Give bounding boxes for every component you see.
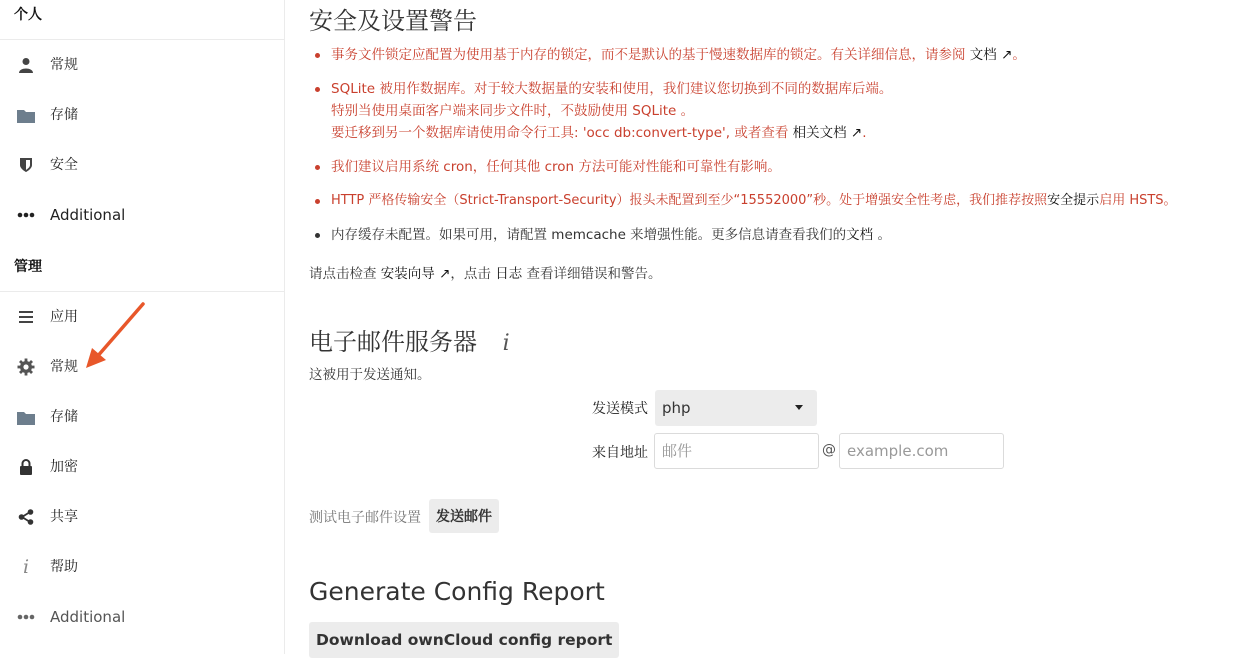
- sidebar-item-label: 常规: [50, 57, 78, 73]
- sidebar-item-label: 加密: [50, 459, 78, 475]
- from-address-label: 来自地址: [592, 445, 648, 461]
- settings-sidebar: [0, 0, 285, 654]
- chevron-down-icon: [795, 405, 803, 410]
- sidebar-item-label: 帮助: [50, 559, 78, 575]
- sidebar-item-label: 存储: [50, 107, 78, 123]
- email-server-description: 这被用于发送通知。: [309, 367, 431, 383]
- annotation-arrow: [80, 300, 150, 372]
- mail-domain-input[interactable]: [839, 433, 1004, 469]
- sidebar-item-personal-additional[interactable]: [0, 190, 284, 240]
- send-email-button[interactable]: 发送邮件: [429, 499, 499, 533]
- installation-guide-link[interactable]: 安装向导 ↗: [380, 266, 451, 282]
- more-icon: [16, 607, 36, 627]
- personal-section-header: 个人: [0, 0, 284, 40]
- sidebar-item-admin-storage[interactable]: [0, 392, 284, 442]
- memcache-docs-link[interactable]: 文档: [846, 227, 874, 243]
- download-config-report-button[interactable]: Download ownCloud config report: [309, 622, 619, 658]
- warning-transactional-locking: 事务文件锁定应配置为使用基于内存的锁定，而不是默认的基于慢速数据库的锁定。有关详细信息，请参阅 文档 ↗。: [309, 44, 1239, 66]
- security-tips-link[interactable]: 安全提示: [1047, 193, 1100, 208]
- lock-icon: [16, 457, 36, 477]
- folder-icon: [16, 407, 36, 427]
- sidebar-item-admin-help[interactable]: [0, 542, 284, 592]
- warning-hsts: HTTP 严格传输安全（Strict-Transport-Security）报头未配置到至少“15552000”秒。处于增强安全性考虑，我们推荐按照安全提示启用 HSTS。: [309, 190, 1239, 212]
- sidebar-item-label: Additional: [50, 206, 126, 224]
- warning-memcache: 内存缓存未配置。如果可用，请配置 memcache 来增强性能。更多信息请查看我们的文档 。: [309, 224, 1239, 246]
- sidebar-item-personal-security[interactable]: [0, 140, 284, 190]
- more-icon: [16, 205, 36, 225]
- user-icon: [16, 55, 36, 75]
- check-instructions: 请点击检查 安装向导 ↗，点击 日志 查看详细错误和警告。: [309, 266, 662, 282]
- related-docs-link[interactable]: 相关文档 ↗: [792, 125, 863, 141]
- info-icon[interactable]: i: [502, 331, 510, 356]
- warning-sqlite: SQLite 被用作数据库。对于较大数据量的安装和使用，我们建议您切换到不同的数据库后端。 特别当使用桌面客户端来同步文件时，不鼓励使用 SQLite 。 要迁移到另一个数据库请使用命令行工具: 'occ db:convert-type', 或者查看 相关文档 ↗.: [309, 78, 1239, 144]
- shield-icon: [16, 155, 36, 175]
- sidebar-item-admin-sharing[interactable]: [0, 492, 284, 542]
- main-content: [285, 0, 1240, 654]
- share-icon: [16, 507, 36, 527]
- docs-link[interactable]: 文档 ↗: [969, 47, 1013, 63]
- log-link[interactable]: 日志: [495, 266, 523, 282]
- sidebar-item-personal-storage[interactable]: [0, 90, 284, 140]
- sidebar-item-label: 存储: [50, 409, 78, 425]
- from-address-input[interactable]: [654, 433, 819, 469]
- config-report-title: Generate Config Report: [309, 577, 605, 606]
- sidebar-item-label: 常规: [50, 359, 78, 375]
- gear-icon: [16, 357, 36, 377]
- send-mode-label: 发送模式: [592, 401, 648, 417]
- send-mode-value: php: [662, 399, 691, 417]
- admin-section-header: 管理: [0, 252, 284, 292]
- sidebar-item-label: Additional: [50, 608, 126, 626]
- test-email-label: 测试电子邮件设置: [309, 510, 421, 526]
- sidebar-item-personal-general[interactable]: [0, 40, 284, 90]
- sidebar-item-label: 应用: [50, 309, 78, 325]
- sidebar-item-admin-encryption[interactable]: [0, 442, 284, 492]
- menu-icon: [16, 307, 36, 327]
- email-server-title: 电子邮件服务器 i: [309, 328, 510, 356]
- at-sign: @: [822, 442, 836, 458]
- warning-cron: 我们建议启用系统 cron，任何其他 cron 方法可能对性能和可靠性有影响。: [309, 156, 1239, 178]
- folder-icon: [16, 105, 36, 125]
- sidebar-item-label: 共享: [50, 509, 78, 525]
- security-warnings-title: 安全及设置警告: [309, 7, 477, 35]
- info-icon: i: [22, 556, 30, 578]
- send-mode-select[interactable]: [655, 390, 817, 426]
- sidebar-item-label: 安全: [50, 157, 78, 173]
- security-warnings-list: [309, 44, 1239, 246]
- sidebar-item-admin-additional[interactable]: [0, 592, 284, 642]
